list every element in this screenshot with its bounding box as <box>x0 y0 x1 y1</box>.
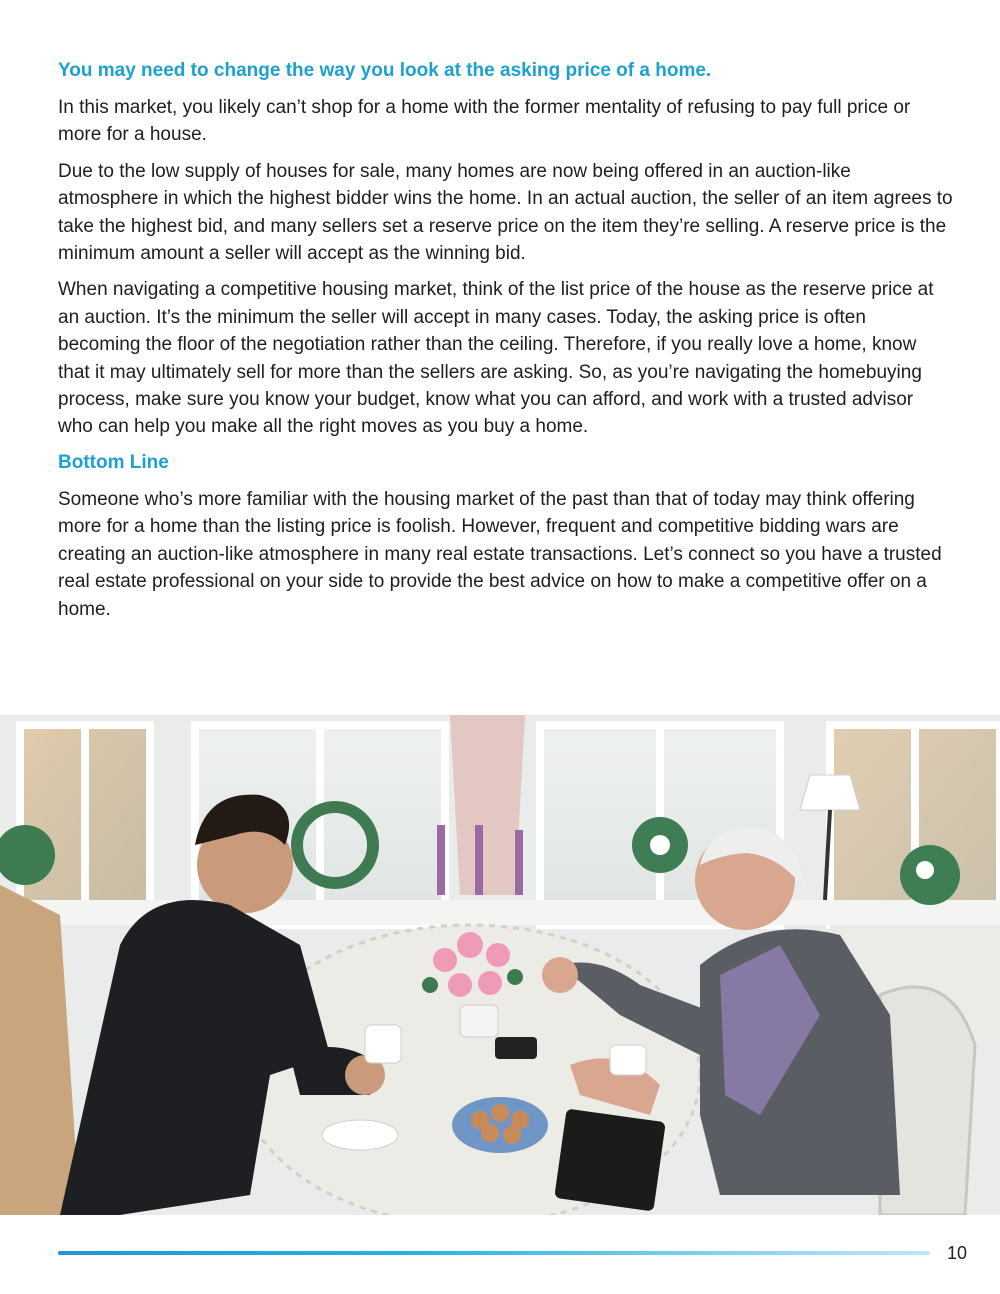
page-number: 10 <box>946 1243 967 1263</box>
photo-illustration <box>0 715 1000 1215</box>
paragraph: Someone who’s more familiar with the housing market of the past than that of today may think offering more for a home than the listing price is foolish. However, frequent and competitive bidding wars are creating an auction-like atmosphere in many real estate transactions. Let’s connect so you have a trusted real estate professional on your side to provide the best advice on how to make a competitive offer on a home. <box>58 488 942 620</box>
paragraph: Due to the low supply of houses for sale, many homes are now being offered in an auction-like atmosphere in which the highest bidder wins the home. In an actual auction, the seller of an item agrees to take the highest bid, and many sellers set a reserve price on the item they’re selling. A reserve price is the minimum amount a seller will accept as the winning bid. <box>58 160 953 265</box>
photo-two-men-talking-at-table <box>0 715 1000 1215</box>
section-heading-asking-price: You may need to change the way you look at the asking price of a home. <box>58 60 712 81</box>
article-body <box>58 58 953 632</box>
paragraph: When navigating a competitive housing market, think of the list price of the house as the reserve price at an auction. It’s the minimum the seller will accept in many cases. Today, the asking price is often becoming the floor of the negotiation rather than the ceiling. Therefore, if you really love a home, know that it may ultimately sell for more than the sellers are asking. So, as you’re navigating the homebuying process, make sure you know your budget, know what you can afford, and work with a trusted advisor who can help you make all the right moves as you buy a home. <box>58 279 934 438</box>
paragraph: In this market, you likely can’t shop for a home with the former mentality of refusing to pay full price or more for a house. <box>58 97 911 146</box>
section-heading-bottom-line: Bottom Line <box>58 451 169 473</box>
footer-divider <box>58 1251 930 1255</box>
